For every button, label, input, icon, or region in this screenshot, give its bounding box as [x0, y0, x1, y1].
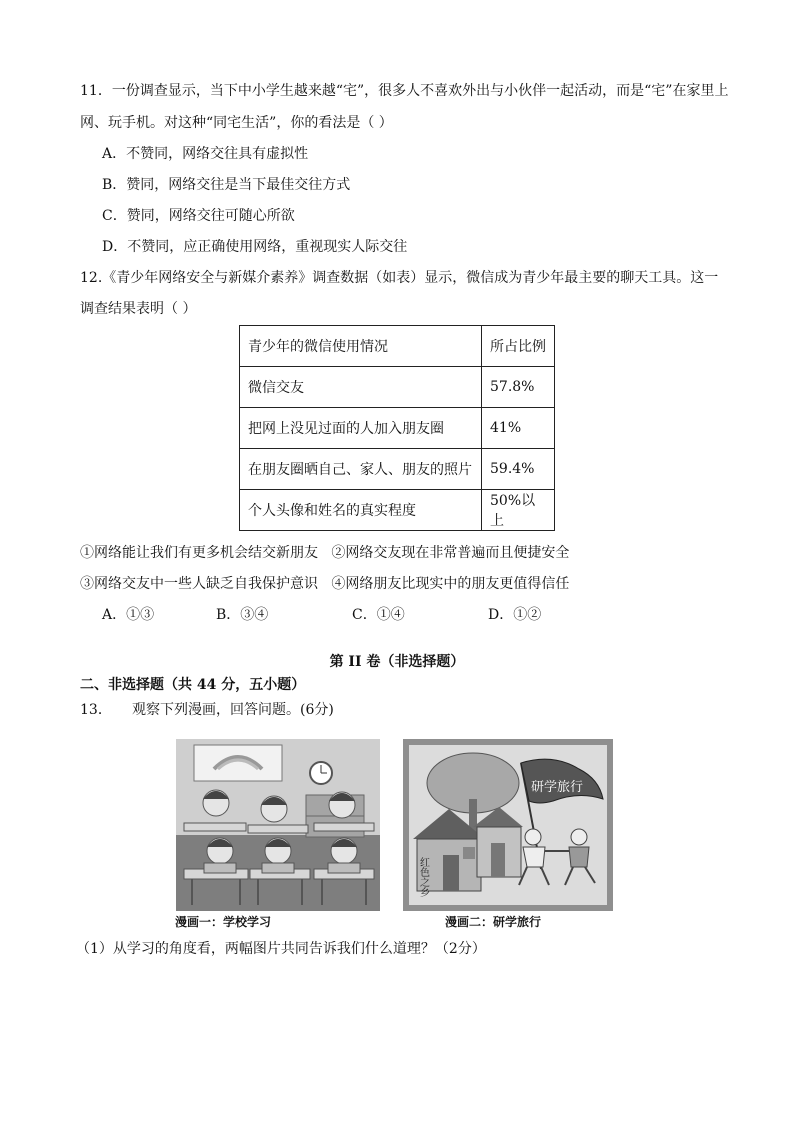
- q11-option-c[interactable]: C．赞同，网络交往可随心所欲: [102, 208, 295, 224]
- cartoon-school-classroom-image: [176, 739, 380, 911]
- part2-section-heading: 二、非选择题（共 44 分，五小题）: [80, 677, 306, 693]
- table-cell: 个人头像和姓名的真实程度: [240, 490, 482, 531]
- q12-choice-b[interactable]: B．③④: [216, 607, 269, 623]
- table-cell: 微信交友: [240, 367, 482, 408]
- table-cell: 把网上没见过面的人加入朋友圈: [240, 408, 482, 449]
- table-cell: 41%: [482, 408, 555, 449]
- q12-statements-1-2: ①网络能让我们有更多机会结交新朋友 ②网络交友现在非常普遍而且便捷安全: [80, 545, 570, 561]
- q12-choice-d[interactable]: D．①②: [488, 607, 542, 623]
- cartoon-study-tour-image: [403, 739, 613, 911]
- q13-prompt: 观察下列漫画，回答问题。(6分): [132, 702, 334, 718]
- table-row: [240, 490, 555, 531]
- table-row: [240, 449, 555, 490]
- cartoon2-caption: 漫画二：研学旅行: [445, 915, 542, 929]
- part2-title: 第 II 卷（非选择题）: [329, 654, 465, 670]
- q11-option-a[interactable]: A．不赞同，网络交往具有虚拟性: [102, 146, 309, 162]
- table-header-cell: 所占比例: [482, 326, 555, 367]
- table-row: [240, 367, 555, 408]
- q11-option-b[interactable]: B．赞同，网络交往是当下最佳交往方式: [102, 177, 351, 193]
- table-cell: 57.8%: [482, 367, 555, 408]
- survey-table: [239, 325, 555, 531]
- flag-text: 研学旅行: [531, 780, 584, 795]
- q13-number: 13．: [80, 702, 112, 718]
- table-cell: 59.4%: [482, 449, 555, 490]
- q12-stem-line2: 调查结果表明（ ）: [80, 301, 197, 317]
- cartoon1-caption: 漫画一：学校学习: [175, 915, 272, 929]
- table-header-row: [240, 326, 555, 367]
- table-header-cell: 青少年的微信使用情况: [240, 326, 482, 367]
- house-text: 红色之乡: [417, 857, 429, 897]
- q12-choice-a[interactable]: A．①③: [102, 607, 155, 623]
- q12-stem-line1: 12.《青少年网络安全与新媒介素养》调查数据（如表）显示，微信成为青少年最主要的聊天工具。这一: [80, 270, 719, 286]
- q12-statements-3-4: ③网络交友中一些人缺乏自我保护意识 ④网络朋友比现实中的朋友更值得信任: [80, 576, 570, 592]
- table-cell: 50%以上: [482, 490, 555, 531]
- table-row: [240, 408, 555, 449]
- table-cell: 在朋友圈晒自己、家人、朋友的照片: [240, 449, 482, 490]
- q13-subquestion-1: （1）从学习的角度看，两幅图片共同告诉我们什么道理？（2分）: [76, 941, 486, 957]
- q11-stem-line1: 11．一份调查显示，当下中小学生越来越“宅”，很多人不喜欢外出与小伙伴一起活动，而是“宅”在家里上: [80, 83, 729, 99]
- q11-option-d[interactable]: D．不赞同，应正确使用网络，重视现实人际交往: [102, 239, 408, 255]
- q11-stem-line2: 网、玩手机。对这种“同宅生活”，你的看法是（ ）: [80, 115, 393, 131]
- q12-choice-c[interactable]: C．①④: [352, 607, 405, 623]
